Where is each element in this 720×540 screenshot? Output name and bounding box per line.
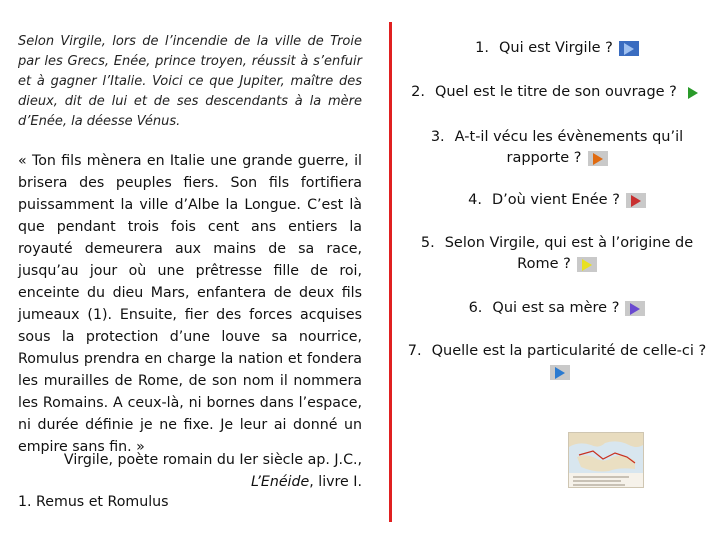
play-icon (688, 87, 698, 99)
play-button-q4[interactable] (626, 193, 646, 208)
question-number: 1. (475, 40, 489, 56)
attribution-author: Virgile, poète romain du Ier siècle ap. J.C., (63, 452, 362, 468)
jupiter-quote: « Ton fils mènera en Italie une grande guerre, il brisera des peuples fiers. Son fils fortifiera puissamment la ville d’Albe la Longue. C’est là que pendant trois fois cent ans entiers la royauté demeurera aux mains de sa race, jusqu’au jour où une prêtresse fille de roi, enceinte du dieu Mars, enfantera de deux fils jumeaux (1). Ensuite, fier des forces acquises sous la protection d’une louve sa nourrice, Romulus prendra en charge la nation et fondera les murailles de Rome, de son nom il nommera les Romains. A ceux-là, ni bornes dans l’espace, ni durée définie je ne fixe. Je leur ai donné un empire sans fin. » (18, 153, 362, 455)
source-text-panel (18, 32, 362, 510)
question-7 (398, 341, 716, 383)
work-book: , livre I. (309, 474, 362, 490)
question-number: 6. (468, 300, 483, 316)
play-icon (593, 153, 603, 165)
question-number: 7. (407, 343, 422, 359)
question-1 (398, 38, 716, 59)
play-icon (624, 43, 634, 55)
question-number: 5. (420, 235, 435, 251)
play-icon (630, 303, 640, 315)
question-text: Quelle est la particularité de celle-ci ? (431, 343, 707, 359)
attribution-work (62, 474, 362, 490)
play-icon (631, 195, 641, 207)
question-number: 3. (430, 129, 445, 145)
footnote: 1. Remus et Romulus (18, 494, 169, 510)
work-title: L’Enéide (251, 474, 310, 490)
question-text: Quel est le titre de son ouvrage ? (434, 84, 677, 100)
play-button-q6[interactable] (625, 301, 645, 316)
question-text: Qui est sa mère ? (492, 300, 620, 316)
question-3 (398, 127, 716, 169)
question-number: 2. (411, 84, 425, 100)
question-2 (398, 82, 716, 103)
question-6 (398, 298, 716, 319)
play-button-q7[interactable] (550, 365, 570, 380)
play-icon (555, 367, 565, 379)
question-text: D’où vient Enée ? (491, 192, 620, 208)
play-button-q1[interactable] (619, 41, 639, 56)
question-5 (398, 233, 716, 275)
play-button-q3[interactable] (588, 151, 608, 166)
question-text: Selon Virgile, qui est à l’origine de Rome ? (444, 235, 694, 272)
play-icon (582, 259, 592, 271)
question-text: Qui est Virgile ? (499, 40, 613, 56)
red-divider (389, 22, 392, 522)
intro-paragraph: Selon Virgile, lors de l’incendie de la ville de Troie par les Grecs, Enée, prince troyen, réussit à s’enfuir et à gagner l’Italie. Voici ce que Jupiter, maître des dieux, dit de lui et de ses descendants à la mère d’Enée, la déesse Vénus. (18, 34, 362, 129)
map-image (569, 433, 643, 487)
question-4 (398, 190, 716, 211)
question-text: A-t-il vécu les évènements qu’il rapporte ? (454, 129, 684, 166)
play-button-q5[interactable] (577, 257, 597, 272)
question-number: 4. (468, 192, 482, 208)
map-thumbnail (568, 432, 644, 488)
play-button-q2[interactable] (683, 85, 703, 100)
